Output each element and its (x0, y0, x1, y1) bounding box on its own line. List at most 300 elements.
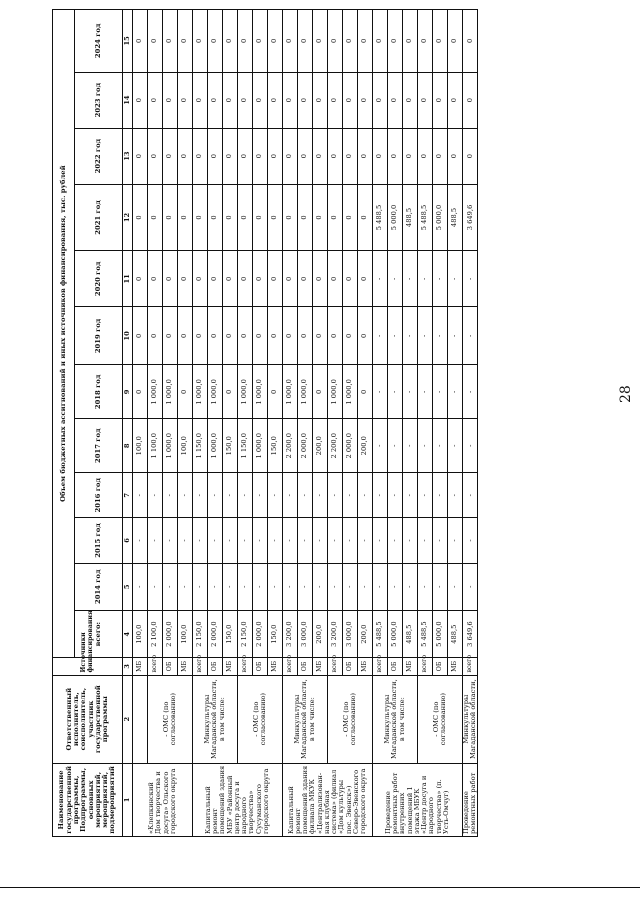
value-cell: 0 (193, 72, 208, 128)
table-row (148, 10, 163, 837)
value-cell: 0 (433, 72, 448, 128)
header-year: 2014 год (75, 563, 123, 610)
value-cell: 0 (148, 128, 163, 184)
value-cell: - (133, 473, 148, 518)
value-cell: 2 200,0 (283, 419, 298, 473)
value-cell: 2 000,0 (253, 610, 268, 657)
value-cell: 0 (208, 184, 223, 251)
value-cell: - (418, 251, 433, 307)
value-cell: 0 (223, 72, 238, 128)
value-cell: - (268, 563, 283, 610)
funding-source: всего (283, 658, 298, 675)
value-cell: 0 (418, 128, 433, 184)
funding-source: МБ (223, 658, 238, 675)
value-cell: 0 (163, 10, 178, 73)
value-cell: 0 (208, 72, 223, 128)
value-cell: - (313, 563, 328, 610)
funding-source: всего (373, 658, 388, 675)
value-cell: - (358, 563, 373, 610)
funding-source: МБ (268, 658, 283, 675)
value-cell: - (328, 473, 343, 518)
col-number: 13 (123, 128, 133, 184)
table-row (373, 10, 388, 837)
value-cell: 5 488,5 (418, 610, 433, 657)
value-cell: 0 (133, 184, 148, 251)
value-cell: - (403, 419, 418, 473)
value-cell: - (313, 473, 328, 518)
value-cell: - (193, 518, 208, 563)
value-cell: 0 (313, 128, 328, 184)
value-cell: - (433, 365, 448, 419)
value-cell: 0 (133, 307, 148, 365)
value-cell: 5 000,0 (388, 184, 403, 251)
funding-source: всего (148, 658, 163, 675)
value-cell: 0 (448, 72, 463, 128)
value-cell: - (163, 473, 178, 518)
value-cell: 100,0 (178, 419, 193, 473)
value-cell: 0 (133, 72, 148, 128)
value-cell: - (373, 365, 388, 419)
value-cell: 0 (358, 184, 373, 251)
value-cell: - (148, 563, 163, 610)
value-cell: 0 (313, 184, 328, 251)
value-cell: 0 (283, 251, 298, 307)
value-cell: - (418, 473, 433, 518)
header-name: Наименование государственной программы, Подпрограммы, основных мероприятий, мероприятий, подмероприятий (53, 763, 123, 836)
executor-oms: - ОМС (по согласованию) (418, 675, 463, 763)
value-cell: 5 000,0 (388, 610, 403, 657)
value-cell: 0 (238, 307, 253, 365)
value-cell: 0 (373, 10, 388, 73)
value-cell: - (178, 563, 193, 610)
value-cell: 0 (283, 72, 298, 128)
value-cell: 200,0 (313, 419, 328, 473)
value-cell: 1 000,0 (163, 365, 178, 419)
value-cell: 150,0 (268, 419, 283, 473)
value-cell: - (388, 419, 403, 473)
value-cell: 0 (358, 307, 373, 365)
funding-source: МБ (313, 658, 328, 675)
value-cell: - (418, 307, 433, 365)
value-cell: 0 (433, 10, 448, 73)
col-number: 5 (123, 563, 133, 610)
value-cell: 0 (268, 72, 283, 128)
value-cell: - (328, 563, 343, 610)
value-cell: 0 (328, 251, 343, 307)
value-cell: 0 (223, 128, 238, 184)
value-cell: 100,0 (178, 610, 193, 657)
value-cell: 488,5 (403, 184, 418, 251)
funding-source: всего (328, 658, 343, 675)
value-cell: 0 (133, 365, 148, 419)
col-number: 6 (123, 518, 133, 563)
value-cell: 0 (148, 184, 163, 251)
value-cell: 5 488,5 (418, 184, 433, 251)
value-cell: - (388, 563, 403, 610)
value-cell: 0 (388, 10, 403, 73)
value-cell: - (403, 563, 418, 610)
value-cell: 2 000,0 (298, 419, 313, 473)
value-cell: 0 (298, 10, 313, 73)
value-cell: 0 (148, 307, 163, 365)
value-cell: 0 (148, 10, 163, 73)
value-cell: 0 (403, 128, 418, 184)
value-cell: 0 (148, 72, 163, 128)
value-cell: 2 000,0 (343, 419, 358, 473)
value-cell: 3 200,0 (283, 610, 298, 657)
value-cell: 150,0 (223, 610, 238, 657)
value-cell: - (403, 251, 418, 307)
value-cell: 1 150,0 (193, 419, 208, 473)
value-cell: 0 (238, 184, 253, 251)
value-cell: - (373, 473, 388, 518)
value-cell: 0 (448, 10, 463, 73)
table-row (238, 10, 253, 837)
value-cell: 5 488,5 (373, 184, 388, 251)
value-cell: 0 (223, 307, 238, 365)
value-cell: 0 (343, 128, 358, 184)
funding-source: ОБ (433, 658, 448, 675)
header-total: всего: (75, 610, 123, 657)
program-name: Капитальный ремонт помещений здания МБУ «Районный центр досуга и народного творчества» Сусуманского городского округа (193, 763, 283, 836)
value-cell: 0 (208, 10, 223, 73)
value-cell: 0 (448, 128, 463, 184)
program-name: «Клепкинский Дом творчества и досуга» Ольского городского округа (133, 763, 193, 836)
value-cell: - (403, 473, 418, 518)
value-cell: 0 (358, 128, 373, 184)
value-cell: - (403, 365, 418, 419)
value-cell: - (433, 251, 448, 307)
value-cell: - (148, 518, 163, 563)
table-row (418, 10, 433, 837)
funding-source: ОБ (343, 658, 358, 675)
value-cell: - (148, 473, 163, 518)
value-cell: 3 000,0 (343, 610, 358, 657)
funding-source: ОБ (298, 658, 313, 675)
col-number: 9 (123, 365, 133, 419)
value-cell: 0 (328, 128, 343, 184)
value-cell: - (208, 563, 223, 610)
value-cell: 0 (313, 365, 328, 419)
header-executor: Ответственный исполнитель, соисполнитель, участник государственной программы (53, 675, 123, 763)
executor-oms: - ОМС (по согласованию) (238, 675, 283, 763)
value-cell: - (253, 563, 268, 610)
value-cell: 0 (268, 307, 283, 365)
value-cell: - (298, 473, 313, 518)
value-cell: - (463, 307, 478, 365)
value-cell: 0 (283, 10, 298, 73)
bottom-rule (0, 887, 640, 888)
value-cell: 0 (223, 251, 238, 307)
value-cell: 0 (253, 307, 268, 365)
value-cell: 0 (388, 128, 403, 184)
value-cell: 0 (343, 72, 358, 128)
value-cell: 0 (268, 128, 283, 184)
value-cell: 0 (298, 307, 313, 365)
value-cell: - (433, 419, 448, 473)
value-cell: - (208, 518, 223, 563)
value-cell: 0 (208, 128, 223, 184)
col-number: 10 (123, 307, 133, 365)
value-cell: - (208, 473, 223, 518)
value-cell: 0 (133, 128, 148, 184)
header-year: 2023 год (75, 72, 123, 128)
value-cell: - (448, 365, 463, 419)
value-cell: 0 (313, 307, 328, 365)
value-cell: - (418, 518, 433, 563)
value-cell: 0 (253, 128, 268, 184)
value-cell: 488,5 (448, 610, 463, 657)
value-cell: 0 (193, 10, 208, 73)
value-cell: 1 000,0 (193, 365, 208, 419)
value-cell: 3 200,0 (328, 610, 343, 657)
col-number: 2 (123, 675, 133, 763)
value-cell: 0 (418, 10, 433, 73)
value-cell: 1 000,0 (328, 365, 343, 419)
value-cell: 0 (313, 10, 328, 73)
value-cell: 2 200,0 (328, 419, 343, 473)
value-cell: - (298, 563, 313, 610)
value-cell: - (433, 518, 448, 563)
value-cell: 0 (178, 251, 193, 307)
value-cell: 0 (268, 251, 283, 307)
value-cell: 0 (403, 72, 418, 128)
funding-source: ОБ (163, 658, 178, 675)
value-cell: 2 000,0 (163, 610, 178, 657)
value-cell: 0 (298, 72, 313, 128)
table-row (283, 10, 298, 837)
value-cell: - (418, 419, 433, 473)
value-cell: 0 (463, 128, 478, 184)
header-source: Источники финансирования (53, 658, 123, 675)
page-number: 28 (618, 385, 634, 403)
value-cell: - (388, 518, 403, 563)
col-number: 8 (123, 419, 133, 473)
col-number: 15 (123, 10, 133, 73)
value-cell: - (223, 518, 238, 563)
funding-source: ОБ (388, 658, 403, 675)
value-cell: 0 (328, 72, 343, 128)
value-cell: - (238, 563, 253, 610)
value-cell: - (328, 518, 343, 563)
value-cell: 0 (253, 72, 268, 128)
value-cell: - (463, 419, 478, 473)
value-cell: - (448, 251, 463, 307)
value-cell: 0 (313, 251, 328, 307)
value-cell: - (448, 419, 463, 473)
table-body (133, 10, 478, 837)
value-cell: 0 (178, 10, 193, 73)
value-cell: 0 (163, 72, 178, 128)
value-cell: - (448, 473, 463, 518)
value-cell: - (133, 518, 148, 563)
value-cell: 0 (253, 10, 268, 73)
value-cell: - (223, 563, 238, 610)
value-cell: 2 100,0 (148, 610, 163, 657)
value-cell: - (388, 307, 403, 365)
col-number: 4 (123, 610, 133, 657)
rotated-table-container (52, 9, 584, 837)
value-cell: 2 150,0 (238, 610, 253, 657)
header-year: 2021 год (75, 184, 123, 251)
value-cell: - (313, 518, 328, 563)
col-number: 7 (123, 473, 133, 518)
value-cell: 150,0 (268, 610, 283, 657)
value-cell: 0 (463, 10, 478, 73)
col-number: 11 (123, 251, 133, 307)
value-cell: 2 000,0 (208, 610, 223, 657)
value-cell: - (433, 563, 448, 610)
value-cell: 1 000,0 (253, 365, 268, 419)
value-cell: - (403, 518, 418, 563)
value-cell: 0 (283, 307, 298, 365)
value-cell: 0 (163, 307, 178, 365)
value-cell: 0 (178, 365, 193, 419)
value-cell: 3 000,0 (298, 610, 313, 657)
value-cell: 0 (388, 72, 403, 128)
table-row (463, 10, 478, 837)
value-cell: - (373, 419, 388, 473)
value-cell: 0 (313, 72, 328, 128)
value-cell: 1 000,0 (238, 365, 253, 419)
value-cell: 0 (238, 251, 253, 307)
value-cell: 2 150,0 (193, 610, 208, 657)
value-cell: 0 (178, 307, 193, 365)
value-cell: 0 (358, 72, 373, 128)
value-cell: 0 (343, 184, 358, 251)
value-cell: 0 (298, 184, 313, 251)
value-cell: - (358, 473, 373, 518)
header-year: 2020 год (75, 251, 123, 307)
value-cell: - (403, 307, 418, 365)
funding-source: всего (193, 658, 208, 675)
table-row (193, 10, 208, 837)
value-cell: 0 (298, 251, 313, 307)
executor: Минкультуры Магаданской области, в том числе: (373, 675, 418, 763)
executor: Минкультуры Магаданской области, в том числе: (283, 675, 328, 763)
program-name: Проведение ремонтных работ (463, 763, 478, 836)
value-cell: 0 (223, 10, 238, 73)
value-cell: - (463, 473, 478, 518)
value-cell: - (268, 518, 283, 563)
value-cell: 0 (343, 10, 358, 73)
value-cell: 3 649,6 (463, 184, 478, 251)
value-cell: 0 (343, 251, 358, 307)
table-row (133, 10, 148, 837)
value-cell: 488,5 (403, 610, 418, 657)
value-cell: - (373, 307, 388, 365)
value-cell: - (193, 473, 208, 518)
value-cell: - (268, 473, 283, 518)
table-row (328, 10, 343, 837)
header-year: 2019 год (75, 307, 123, 365)
value-cell: 1 000,0 (208, 365, 223, 419)
value-cell: - (223, 473, 238, 518)
funding-source: ОБ (253, 658, 268, 675)
funding-source: МБ (178, 658, 193, 675)
value-cell: 1 000,0 (163, 419, 178, 473)
value-cell: - (373, 563, 388, 610)
value-cell: 1 100,0 (148, 419, 163, 473)
value-cell: 1 000,0 (283, 365, 298, 419)
value-cell: - (283, 563, 298, 610)
col-number: 12 (123, 184, 133, 251)
value-cell: 1 000,0 (148, 365, 163, 419)
value-cell: 0 (463, 72, 478, 128)
value-cell: - (178, 518, 193, 563)
col-number: 1 (123, 763, 133, 836)
header-year: 2016 год (75, 473, 123, 518)
value-cell: 1 000,0 (253, 419, 268, 473)
value-cell: 0 (283, 184, 298, 251)
value-cell: 0 (133, 10, 148, 73)
column-numbers-row (123, 10, 133, 837)
value-cell: 100,0 (133, 610, 148, 657)
value-cell: 5 000,0 (433, 610, 448, 657)
header-year: 2018 год (75, 365, 123, 419)
value-cell: - (358, 518, 373, 563)
value-cell: - (448, 563, 463, 610)
value-cell: - (433, 473, 448, 518)
value-cell: 0 (178, 128, 193, 184)
value-cell: 0 (403, 10, 418, 73)
value-cell: - (418, 563, 433, 610)
value-cell: 0 (193, 251, 208, 307)
value-cell: 0 (223, 365, 238, 419)
value-cell: - (448, 307, 463, 365)
value-cell: 0 (208, 251, 223, 307)
value-cell: 1 150,0 (238, 419, 253, 473)
value-cell: 0 (328, 307, 343, 365)
value-cell: 488,5 (448, 184, 463, 251)
value-cell: - (463, 518, 478, 563)
program-name: Проведение ремонтных работ внутренних помещений 1 этажа МБУК «Центр досуга и народного творчества» (п. Усть-Омчуг) (373, 763, 463, 836)
header-year: 2022 год (75, 128, 123, 184)
value-cell: - (388, 473, 403, 518)
value-cell: - (343, 473, 358, 518)
value-cell: 0 (433, 128, 448, 184)
value-cell: 0 (268, 10, 283, 73)
value-cell: 200,0 (358, 610, 373, 657)
value-cell: 100,0 (133, 419, 148, 473)
value-cell: 0 (163, 184, 178, 251)
value-cell: 200,0 (313, 610, 328, 657)
value-cell: 0 (253, 184, 268, 251)
value-cell: 0 (193, 128, 208, 184)
value-cell: 0 (253, 251, 268, 307)
value-cell: 0 (268, 184, 283, 251)
value-cell: 3 649,6 (463, 610, 478, 657)
value-cell: 0 (223, 184, 238, 251)
value-cell: - (238, 518, 253, 563)
value-cell: 0 (238, 128, 253, 184)
value-cell: - (388, 251, 403, 307)
executor: Минкультуры Магаданской области, (463, 675, 478, 763)
value-cell: 0 (133, 251, 148, 307)
value-cell: 5 488,5 (373, 610, 388, 657)
financing-table (52, 9, 478, 837)
header-year: 2017 год (75, 419, 123, 473)
value-cell: 0 (358, 10, 373, 73)
value-cell: - (253, 473, 268, 518)
value-cell: 0 (238, 72, 253, 128)
value-cell: - (133, 563, 148, 610)
value-cell: 1 000,0 (298, 365, 313, 419)
executor: Минкультуры Магаданской области, в том числе: (193, 675, 238, 763)
funding-source: МБ (358, 658, 373, 675)
value-cell: 0 (373, 128, 388, 184)
value-cell: - (373, 518, 388, 563)
